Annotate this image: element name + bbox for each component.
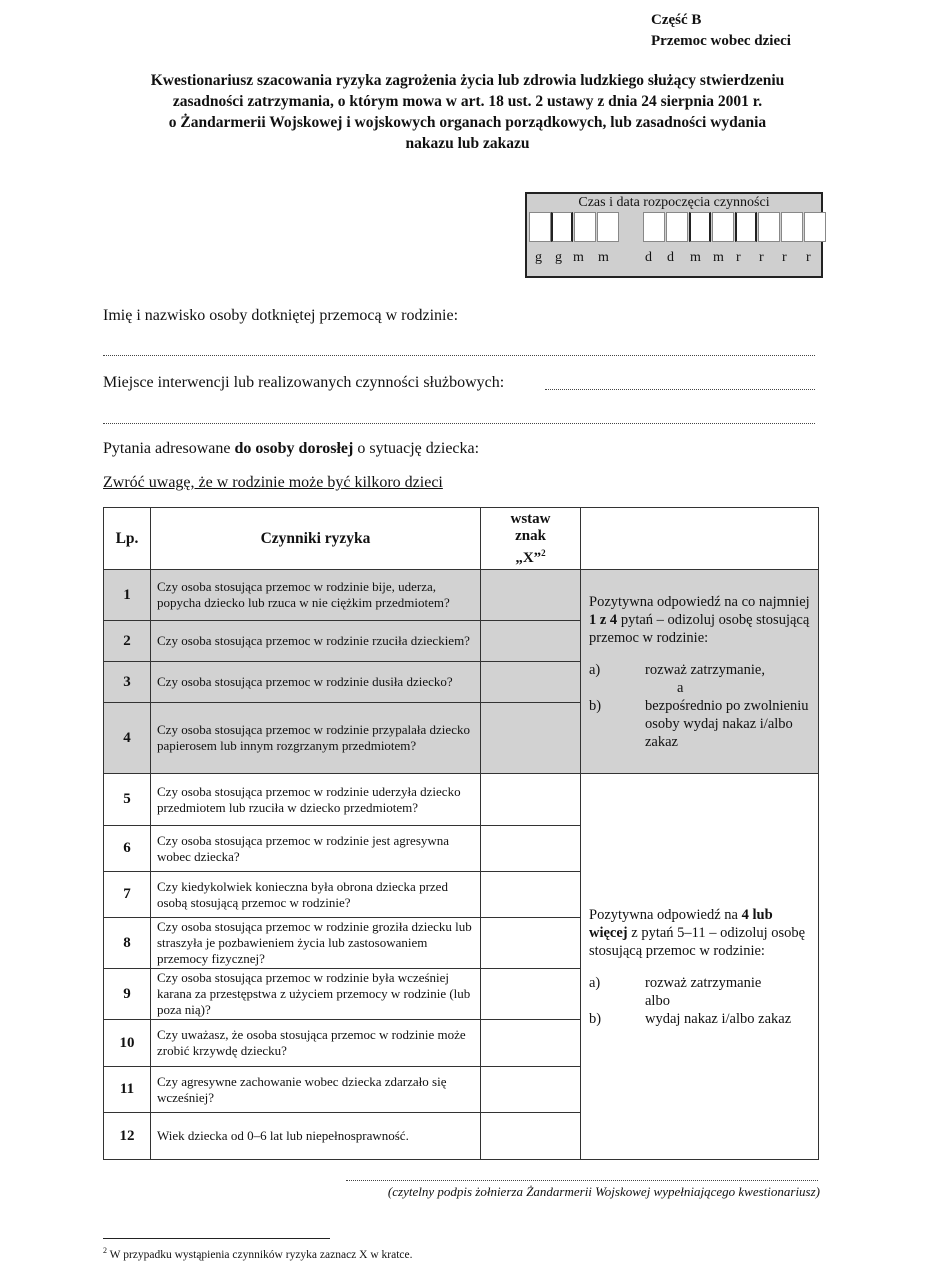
footnote-separator	[103, 1238, 330, 1239]
intro-pre: Pytania adresowane	[103, 440, 235, 457]
mark-x-box[interactable]	[481, 1067, 581, 1113]
row-number: 10	[104, 1020, 151, 1067]
victim-name-line[interactable]	[103, 355, 815, 356]
intro-note: Zwróć uwagę, że w rodzinie może być kilkoro dzieci	[103, 474, 443, 491]
title-line: Kwestionariusz szacowania ryzyka zagrożenia życia lub zdrowia ludzkiego służący stwierdzeniu	[150, 72, 785, 89]
instruction-join: albo	[645, 992, 670, 1009]
risk-question: Wiek dziecka od 0–6 lat lub niepełnosprawność.	[151, 1113, 481, 1160]
header-mark-line2: znak	[515, 527, 546, 544]
risk-question: Czy uważasz, że osoba stosująca przemoc w rodzinie może zrobić krzywdę dziecku?	[151, 1020, 481, 1067]
time-cell[interactable]	[666, 212, 688, 242]
instruction-group-2	[581, 774, 819, 1160]
time-legend-char: m	[713, 250, 724, 265]
mark-x-box[interactable]	[481, 1020, 581, 1067]
risk-question: Czy osoba stosująca przemoc w rodzinie groziła dziecku lub straszyła je pozbawieniem życia lub zastosowaniem przemocy fizycznej?	[151, 918, 481, 969]
title-line: nakazu lub zakazu	[405, 135, 530, 152]
risk-question: Czy osoba stosująca przemoc w rodzinie bije, uderza, popycha dziecko lub rzuca w nie ciężkim przedmiotem?	[151, 570, 481, 621]
intro-post: o sytuację dziecka:	[353, 440, 480, 457]
time-cell[interactable]	[758, 212, 780, 242]
time-legend-char: g	[555, 250, 562, 265]
table-row	[104, 774, 819, 826]
row-number: 4	[104, 703, 151, 774]
document-part-header	[651, 10, 791, 52]
instruction-group-1	[581, 570, 819, 774]
time-legend-char: r	[782, 250, 787, 265]
row-number: 12	[104, 1113, 151, 1160]
risk-question: Czy osoba stosująca przemoc w rodzinie uderzyła dziecko przedmiotem lub rzuciła w dziecko przedmiotem?	[151, 774, 481, 826]
place-label	[103, 374, 504, 392]
signature-caption: (czytelny podpis żołnierza Żandarmerii Wojskowej wypełniającego kwestionariusz)	[387, 1184, 820, 1199]
row-number: 7	[104, 872, 151, 918]
mark-x-box[interactable]	[481, 621, 581, 662]
risk-question: Czy osoba stosująca przemoc w rodzinie była wcześniej karana za przestępstwa z użyciem przemocy w rodzinie (lub poza nią)?	[151, 969, 481, 1020]
row-number: 3	[104, 662, 151, 703]
risk-question: Czy osoba stosująca przemoc w rodzinie jest agresywna wobec dziecka?	[151, 826, 481, 872]
part-label: Część B	[651, 12, 702, 28]
place-label-text: Miejsce interwencji lub realizowanych czynności służbowych:	[103, 374, 505, 391]
header-notes	[581, 508, 819, 570]
mark-x-box[interactable]	[481, 826, 581, 872]
mark-x-box[interactable]	[481, 774, 581, 826]
time-cell[interactable]	[804, 212, 826, 242]
row-number: 1	[104, 570, 151, 621]
instruction-text: Pozytywna odpowiedź na 4 lub więcej z pytań 5–11 – odizoluj osobę stosującą przemoc w rodzinie:	[589, 906, 806, 959]
mark-x-box[interactable]	[481, 969, 581, 1020]
start-time-box	[525, 192, 823, 278]
row-number: 9	[104, 969, 151, 1020]
mark-x-box[interactable]	[481, 662, 581, 703]
mark-x-box[interactable]	[481, 570, 581, 621]
time-cell[interactable]	[551, 212, 573, 242]
time-cell[interactable]	[689, 212, 711, 242]
row-number: 8	[104, 918, 151, 969]
time-cell[interactable]	[735, 212, 757, 242]
time-legend-char: g	[535, 250, 542, 265]
document-title	[100, 70, 835, 154]
time-legend-char: m	[690, 250, 701, 265]
time-cell[interactable]	[529, 212, 551, 242]
mark-x-box[interactable]	[481, 918, 581, 969]
instruction-list	[589, 974, 810, 1028]
risk-factors-table	[103, 507, 819, 1160]
row-number: 11	[104, 1067, 151, 1113]
row-number: 2	[104, 621, 151, 662]
place-line[interactable]	[545, 389, 815, 390]
risk-question: Czy agresywne zachowanie wobec dziecka zdarzało się wcześniej?	[151, 1067, 481, 1113]
footnote	[103, 1246, 412, 1261]
risk-question: Czy osoba stosująca przemoc w rodzinie rzuciła dzieckiem?	[151, 621, 481, 662]
victim-name-label: Imię i nazwisko osoby dotkniętej przemocą w rodzinie:	[103, 307, 459, 324]
instruction-text: Pozytywna odpowiedź na co najmniej 1 z 4 pytań – odizoluj osobę stosującą przemoc w rodzinie:	[589, 593, 810, 646]
time-cell[interactable]	[574, 212, 596, 242]
time-cell[interactable]	[597, 212, 619, 242]
row-number: 5	[104, 774, 151, 826]
instruction-join: a	[677, 679, 684, 696]
instruction-item: a) rozważ zatrzymanie,	[589, 661, 765, 678]
time-legend-char: m	[598, 250, 609, 265]
time-cell[interactable]	[781, 212, 803, 242]
intro-bold: do osoby dorosłej	[234, 440, 354, 457]
time-legend-char: r	[759, 250, 764, 265]
instruction-item: a) rozważ zatrzymanie	[589, 974, 762, 991]
instruction-list	[589, 661, 810, 751]
time-legend-char: r	[736, 250, 741, 265]
title-line: zasadności zatrzymania, o którym mowa w art. 18 ust. 2 ustawy z dnia 24 sierpnia 2001 r.	[172, 93, 763, 110]
time-input-cells[interactable]	[529, 212, 819, 242]
time-legend-char: m	[573, 250, 584, 265]
header-mark-line3: „X”$^2$	[515, 547, 546, 566]
mark-x-box[interactable]	[481, 703, 581, 774]
header-mark-line1: wstaw	[510, 510, 551, 527]
header-factors: Czynniki ryzyka	[151, 508, 481, 570]
instruction-item: b) wydaj nakaz i/albo zakaz	[589, 1010, 792, 1027]
risk-question: Czy osoba stosująca przemoc w rodzinie przypalała dziecko papierosem lub innym rozgrzanym przedmiotem?	[151, 703, 481, 774]
place-line-2[interactable]	[103, 423, 815, 424]
time-box-caption: Czas i data rozpoczęcia czynności	[578, 195, 770, 210]
footnote-text: W przypadku wystąpienia czynników ryzyka zaznacz X w kratce.	[107, 1248, 413, 1261]
header-mark	[481, 508, 581, 570]
risk-question: Czy kiedykolwiek konieczna była obrona dziecka przed osobą stosującą przemoc w rodzinie?	[151, 872, 481, 918]
table-header-row	[104, 508, 819, 570]
time-legend-char: d	[645, 250, 652, 265]
time-cell[interactable]	[643, 212, 665, 242]
header-lp: Lp.	[104, 508, 151, 570]
mark-x-box[interactable]	[481, 1113, 581, 1160]
table-row	[104, 570, 819, 621]
row-number: 6	[104, 826, 151, 872]
header-mark-sup: 2	[541, 547, 546, 558]
risk-question: Czy osoba stosująca przemoc w rodzinie dusiła dziecko?	[151, 662, 481, 703]
time-cell[interactable]	[712, 212, 734, 242]
part-subtitle: Przemoc wobec dzieci	[651, 33, 791, 49]
time-legend-char: r	[806, 250, 811, 265]
mark-x-box[interactable]	[481, 872, 581, 918]
footnote-number: 2	[103, 1246, 107, 1255]
instruction-item: b) bezpośrednio po zwolnieniu osoby wydaj nakaz i/albo zakaz	[589, 697, 809, 750]
title-line: o Żandarmerii Wojskowej i wojskowych organach porządkowych, lub zasadności wydania	[168, 114, 767, 131]
intro-text	[103, 440, 479, 458]
signature-line[interactable]	[346, 1180, 818, 1181]
time-legend-char: d	[667, 250, 674, 265]
